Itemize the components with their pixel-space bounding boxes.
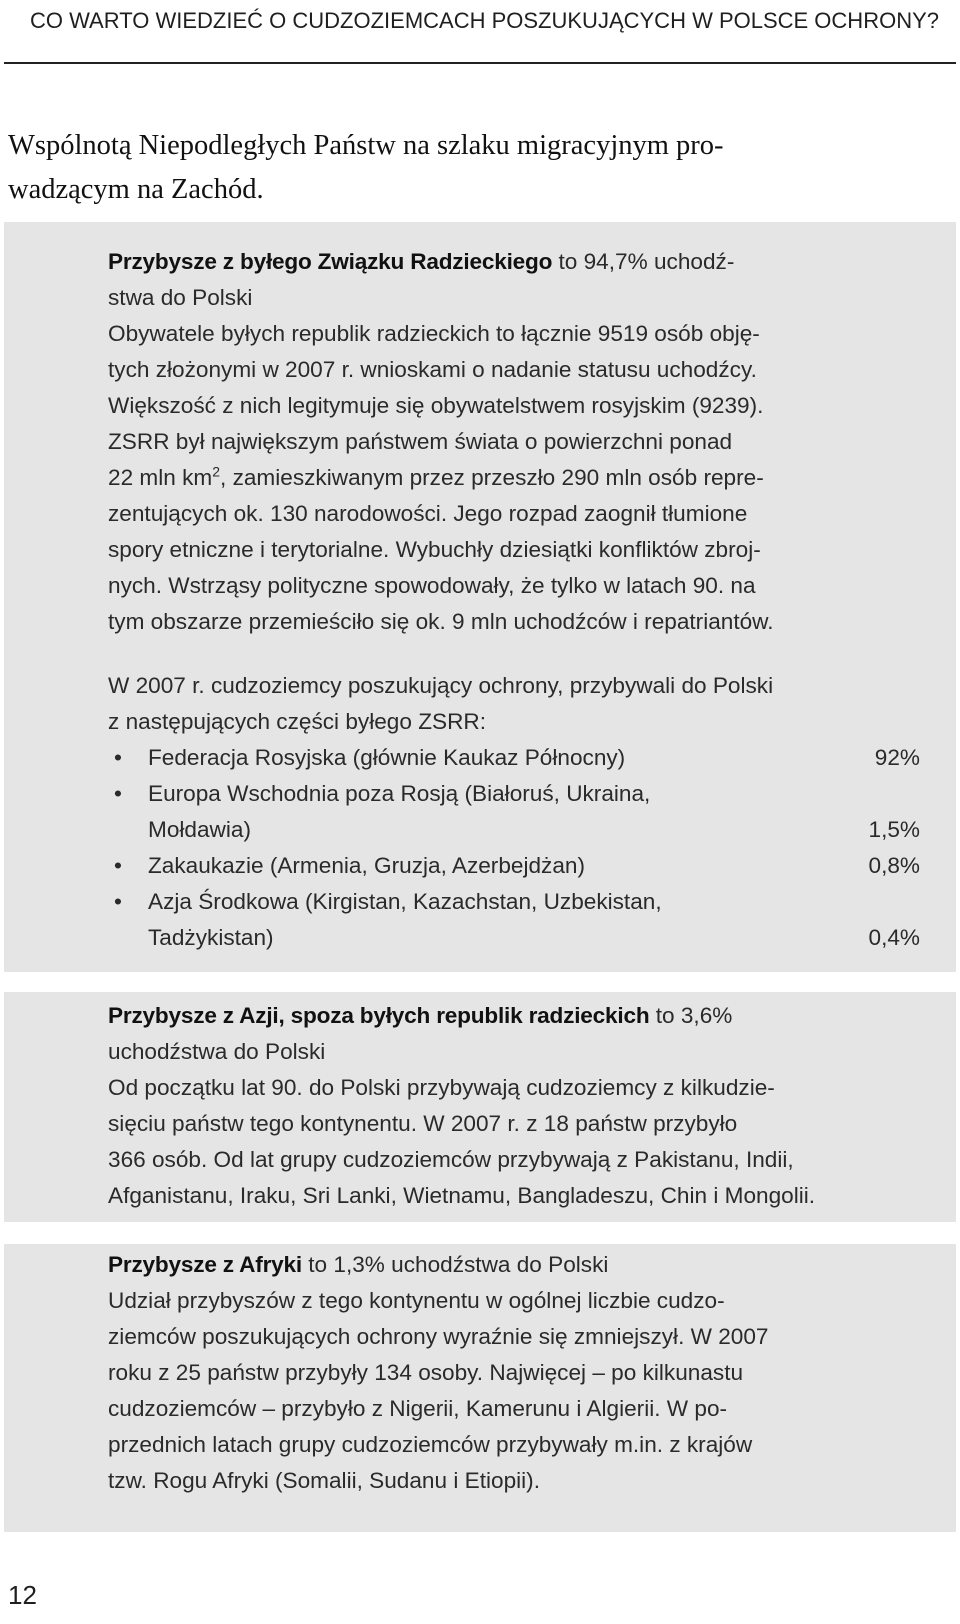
asia-lead-title: Przybysze z Azji, spoza byłych republik radzieckich <box>108 1003 650 1028</box>
ussr-para-line: nych. Wstrząsy polityczne spowodowały, że tylko w latach 90. na <box>108 573 756 598</box>
africa-line: przednich latach grupy cudzoziemców przybywały m.in. z krajów <box>108 1432 753 1457</box>
origin-share: 92% <box>874 745 920 770</box>
ussr-para2-line: W 2007 r. cudzoziemcy poszukujący ochrony, przybywali do Polski <box>108 673 774 698</box>
origin-region-cont: Mołdawia) <box>148 817 251 842</box>
africa-lead-rest: to 1,3% uchodźstwa do Polski <box>301 1252 609 1277</box>
origin-row <box>148 920 920 956</box>
ussr-lead-title: Przybysze z byłego Związku Radzieckiego <box>108 249 553 274</box>
origin-item <box>108 848 920 884</box>
ussr-para-line: Większość z nich legitymuje się obywatelstwem rosyjskim (9239). <box>108 393 764 418</box>
ussr-lead-line2: stwa do Polski <box>108 285 253 310</box>
origin-share: 0,4% <box>868 925 920 950</box>
paragraph-gap <box>108 640 920 668</box>
africa-line: cudzoziemców – przybyło z Nigerii, Kamerunu i Algierii. W po- <box>108 1396 728 1421</box>
asia-lead <box>108 998 920 1034</box>
africa-line: Udział przybyszów z tego kontynentu w ogólnej liczbie cudzo- <box>108 1288 725 1313</box>
bullet-icon: • <box>114 889 122 914</box>
africa-box-content <box>108 1247 920 1499</box>
ussr-para2-line: z następujących części byłego ZSRR: <box>108 709 486 734</box>
origin-share: 1,5% <box>868 817 920 842</box>
header-rule <box>4 62 956 64</box>
asia-lead-rest: to 3,6% <box>649 1003 733 1028</box>
asia-line: Afganistanu, Iraku, Sri Lanki, Wietnamu, Bangladeszu, Chin i Mongolii. <box>108 1183 816 1208</box>
bullet-icon: • <box>114 853 122 878</box>
origin-item <box>108 776 920 848</box>
area-superscript: 2 <box>212 463 221 480</box>
ussr-area-line <box>108 460 920 496</box>
asia-box <box>4 992 956 1222</box>
asia-line: sięciu państw tego kontynentu. W 2007 r. z 18 państw przybyło <box>108 1111 738 1136</box>
africa-line: tzw. Rogu Afryki (Somalii, Sudanu i Etiopii). <box>108 1468 540 1493</box>
ussr-box-content <box>108 244 920 956</box>
origin-region: Federacja Rosyjska (głównie Kaukaz Północny) <box>148 745 626 770</box>
origin-region-cont: Tadżykistan) <box>148 925 274 950</box>
africa-line: ziemców poszukujących ochrony wyraźnie się zmniejszył. W 2007 <box>108 1324 769 1349</box>
origin-row <box>148 740 920 776</box>
asia-line: 366 osób. Od lat grupy cudzoziemców przybywają z Pakistanu, Indii, <box>108 1147 794 1172</box>
page-number: 12 <box>8 1580 37 1610</box>
ussr-para-line: tych złożonymi w 2007 r. wnioskami o nadanie statusu uchodźcy. <box>108 357 757 382</box>
bullet-icon: • <box>114 745 122 770</box>
intro-line: wadzącym na Zachód. <box>8 174 264 205</box>
ussr-box <box>4 222 956 972</box>
area-text: 22 mln km <box>108 465 213 490</box>
origin-region: Zakaukazie (Armenia, Gruzja, Azerbejdżan) <box>148 853 586 878</box>
intro-line: Wspólnotą Niepodległych Państw na szlaku migracyjnym pro- <box>8 130 724 161</box>
area-text-rest: , zamieszkiwanym przez przeszło 290 mln osób repre- <box>220 465 764 490</box>
running-header: CO WARTO WIEDZIEĆ O CUDZOZIEMCACH POSZUKUJĄCYCH W POLSCE OCHRONY? <box>30 8 939 33</box>
origin-item <box>108 884 920 956</box>
africa-box <box>4 1244 956 1532</box>
africa-line: roku z 25 państw przybyły 134 osoby. Najwięcej – po kilkunastu <box>108 1360 744 1385</box>
ussr-para-line: Obywatele byłych republik radzieckich to łącznie 9519 osób obję- <box>108 321 760 346</box>
ussr-para-line: spory etniczne i terytorialne. Wybuchły dziesiątki konfliktów zbroj- <box>108 537 761 562</box>
ussr-lead-rest: to 94,7% uchodź- <box>552 249 735 274</box>
origin-row <box>148 848 920 884</box>
origins-list <box>108 740 920 956</box>
origin-item <box>108 740 920 776</box>
africa-lead <box>108 1247 920 1283</box>
asia-lead-line2: uchodźstwa do Polski <box>108 1039 326 1064</box>
origin-row <box>148 812 920 848</box>
ussr-para-line: ZSRR był największym państwem świata o powierzchni ponad <box>108 429 733 454</box>
asia-box-content <box>108 998 920 1214</box>
origin-region: Europa Wschodnia poza Rosją (Białoruś, Ukraina, <box>148 781 651 806</box>
ussr-para-line: zentujących ok. 130 narodowości. Jego rozpad zaognił tłumione <box>108 501 748 526</box>
africa-lead-title: Przybysze z Afryki <box>108 1252 302 1277</box>
bullet-icon: • <box>114 781 122 806</box>
intro-text <box>8 124 956 212</box>
ussr-lead <box>108 244 920 280</box>
origin-share: 0,8% <box>868 853 920 878</box>
asia-line: Od początku lat 90. do Polski przybywają cudzoziemcy z kilkudzie- <box>108 1075 775 1100</box>
origin-region: Azja Środkowa (Kirgistan, Kazachstan, Uzbekistan, <box>148 889 662 914</box>
ussr-para-line: tym obszarze przemieściło się ok. 9 mln uchodźców i repatriantów. <box>108 609 774 634</box>
